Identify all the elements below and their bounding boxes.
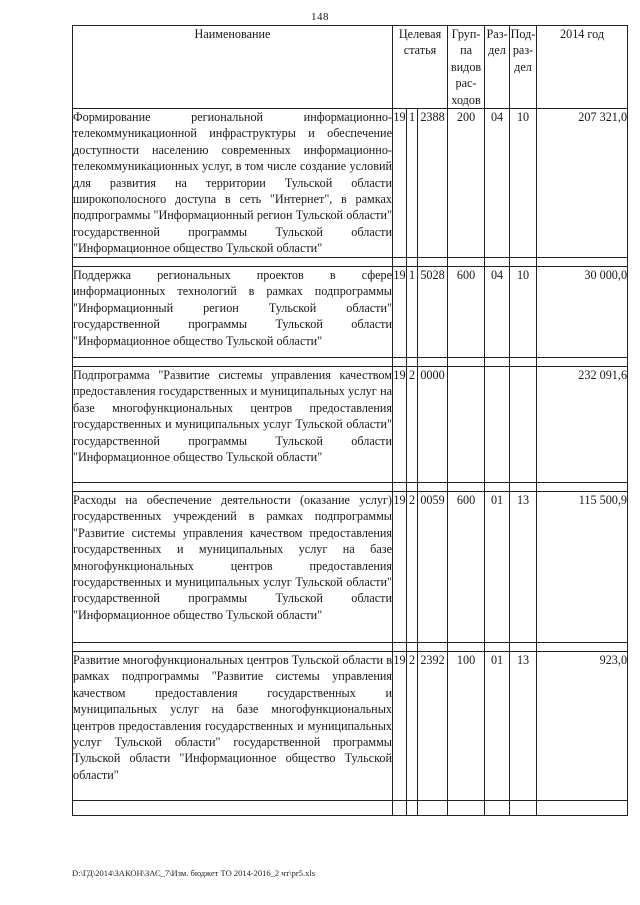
row-code-subprogram: 1 [407, 267, 418, 358]
row-expense-group [448, 367, 485, 483]
row-section: 01 [485, 492, 510, 643]
table-row [73, 267, 628, 358]
row-name: Формирование региональной информационно-телекоммуникационной инфраструктуры и обеспечение доступности населению современных информационно-телекоммуникационных услуг, в том числе создание условий для развития на территории Тульской области широкополосного доступа в сеть "Интернет", в рамках подпрограммы "Информационный регион Тульской области" государственной программы Тульской области "Информационное общество Тульской области" [73, 109, 393, 258]
row-name: Подпрограмма "Развитие системы управления качеством предоставления государственных и муниципальных услуг на базе многофункциональных центров предоставления государственных и муниципальных услуг Тульской области" государственной программы Тульской области "Информационное общество Тульской области" [73, 367, 393, 483]
row-expense-group: 600 [448, 492, 485, 643]
budget-table [72, 25, 628, 816]
row-spacer [73, 358, 628, 367]
file-path-footer: D:\ГД\2014\ЗАКОН\ЗАС_7\Изм. бюджет ТО 2014-2016_2 чт\pr5.xls [72, 868, 316, 878]
header-section: Раз-дел [485, 26, 510, 109]
row-expense-group: 200 [448, 109, 485, 258]
row-code-subprogram: 1 [407, 109, 418, 258]
table-header-row [73, 26, 628, 109]
row-code-direction: 2392 [418, 652, 448, 801]
row-subsection [510, 367, 537, 483]
row-code-subprogram: 2 [407, 367, 418, 483]
row-code-subprogram: 2 [407, 492, 418, 643]
row-code-program: 19 [393, 109, 407, 258]
row-code-program: 19 [393, 652, 407, 801]
table-row [73, 652, 628, 801]
row-amount: 232 091,6 [537, 367, 628, 483]
row-section [485, 367, 510, 483]
row-code-subprogram: 2 [407, 652, 418, 801]
header-year: 2014 год [537, 26, 628, 109]
header-target-item: Целевая статья [393, 26, 448, 109]
row-expense-group: 600 [448, 267, 485, 358]
row-section: 04 [485, 267, 510, 358]
row-subsection: 10 [510, 267, 537, 358]
row-code-direction: 2388 [418, 109, 448, 258]
row-code-direction: 0000 [418, 367, 448, 483]
row-subsection: 13 [510, 652, 537, 801]
header-expense-group: Груп-па видов рас-ходов [448, 26, 485, 109]
row-code-program: 19 [393, 267, 407, 358]
row-spacer [73, 483, 628, 492]
row-name: Поддержка региональных проектов в сфере информационных технологий в рамках подпрограммы "Информационный регион Тульской области" государственной программы Тульской области "Информационное общество Тульской области" [73, 267, 393, 358]
row-amount: 207 321,0 [537, 109, 628, 258]
table-row [73, 367, 628, 483]
row-amount: 115 500,9 [537, 492, 628, 643]
row-code-direction: 5028 [418, 267, 448, 358]
row-spacer [73, 258, 628, 267]
row-section: 04 [485, 109, 510, 258]
row-spacer [73, 801, 628, 816]
row-spacer [73, 643, 628, 652]
header-name: Наименование [73, 26, 393, 109]
row-section: 01 [485, 652, 510, 801]
row-subsection: 10 [510, 109, 537, 258]
row-name: Расходы на обеспечение деятельности (оказание услуг) государственных учреждений в рамках подпрограммы "Развитие системы управления качеством предоставления государственных и муниципальных услуг на базе многофункциональных центров предоставления государственных и муниципальных услуг Тульской области" государственной программы Тульской области "Информационное общество Тульской области" [73, 492, 393, 643]
table-row [73, 492, 628, 643]
table-row [73, 109, 628, 258]
page-number: 148 [311, 11, 329, 23]
row-name: Развитие многофункциональных центров Тульской области в рамках подпрограммы "Развитие системы управления качеством предоставления государственных и муниципальных услуг на базе многофункциональных центров предоставления государственных и муниципальных услуг Тульской области" государственной программы Тульской области "Информационное общество Тульской области" [73, 652, 393, 801]
row-code-direction: 0059 [418, 492, 448, 643]
row-amount: 30 000,0 [537, 267, 628, 358]
row-expense-group: 100 [448, 652, 485, 801]
row-code-program: 19 [393, 367, 407, 483]
header-subsection: Под-раз-дел [510, 26, 537, 109]
row-amount: 923,0 [537, 652, 628, 801]
row-code-program: 19 [393, 492, 407, 643]
row-subsection: 13 [510, 492, 537, 643]
